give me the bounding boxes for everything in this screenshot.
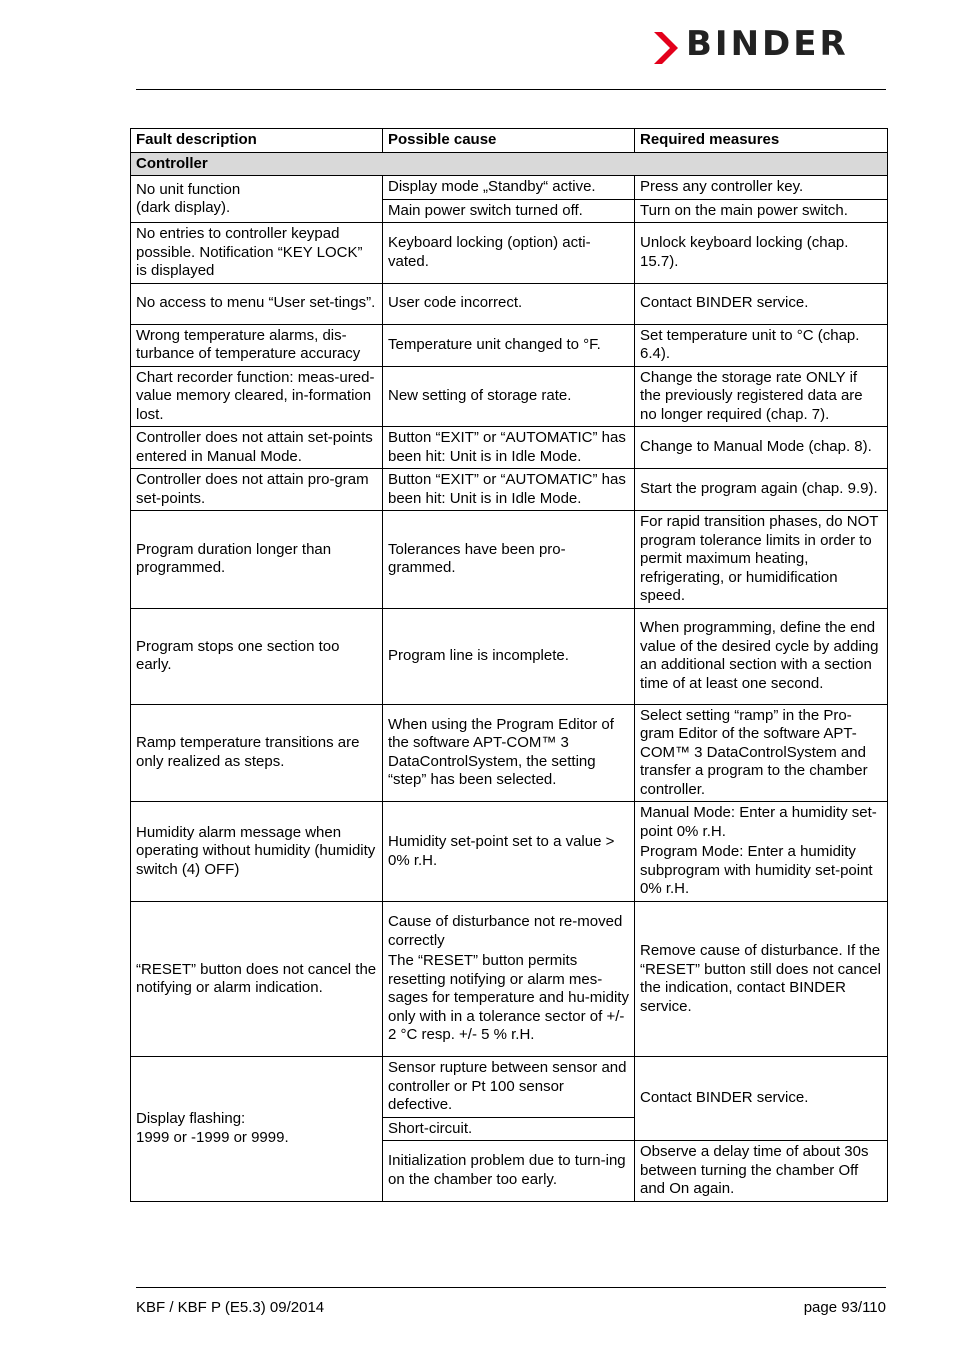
measure-paragraph: Manual Mode: Enter a humidity set-point 0% r.H.: [640, 804, 877, 840]
cause-cell: Button “EXIT” or “AUTOMATIC” has been hit: Unit is in Idle Mode.: [383, 427, 635, 469]
measure-cell: Set temperature unit to °C (chap. 6.4).: [635, 324, 888, 366]
table-row: [131, 511, 888, 609]
measure-cell: Contact BINDER service.: [635, 283, 888, 324]
table-header-row: [131, 129, 888, 153]
cause-cell: Main power switch turned off.: [383, 199, 635, 223]
measure-cell: [635, 802, 888, 902]
document-id: KBF / KBF P (E5.3) 09/2014: [136, 1299, 325, 1316]
fault-cell: “RESET” button does not cancel the notifying or alarm indication.: [131, 902, 383, 1057]
page-number: page 93/110: [803, 1299, 886, 1316]
fault-cell: Ramp temperature transitions are only realized as steps.: [131, 704, 383, 802]
cause-cell: Keyboard locking (option) acti-vated.: [383, 223, 635, 284]
measure-cell: Press any controller key.: [635, 176, 888, 200]
cause-cell: New setting of storage rate.: [383, 366, 635, 427]
table-row: [131, 608, 888, 704]
fault-cell: No entries to controller keypad possible. Notification “KEY LOCK” is displayed: [131, 223, 383, 284]
measure-cell: Observe a delay time of about 30s between turning the chamber Off and On again.: [635, 1141, 888, 1202]
table-row: [131, 1057, 888, 1118]
cause-cell: Tolerances have been pro-grammed.: [383, 511, 635, 609]
fault-cell: Controller does not attain set-points entered in Manual Mode.: [131, 427, 383, 469]
binder-logo: [654, 24, 886, 64]
measure-cell: When programming, define the end value of the desired cycle by adding an additional section with a section time of at least one second.: [635, 608, 888, 704]
table-row: [131, 902, 888, 1057]
cause-cell: When using the Program Editor of the software APT-COM™ 3 DataControlSystem, the setting “step” has been selected.: [383, 704, 635, 802]
measure-cell: Contact BINDER service.: [635, 1057, 888, 1141]
cause-cell: Humidity set-point set to a value > 0% r.H.: [383, 802, 635, 902]
table-row: [131, 469, 888, 511]
table-row: [131, 427, 888, 469]
measure-cell: Start the program again (chap. 9.9).: [635, 469, 888, 511]
fault-cell: Controller does not attain pro-gram set-points.: [131, 469, 383, 511]
table-row: [131, 223, 888, 284]
cause-cell: Short-circuit.: [383, 1117, 635, 1141]
section-title: Controller: [131, 152, 888, 176]
cause-cell: [383, 902, 635, 1057]
header-required-measures: Required measures: [635, 129, 888, 153]
header-fault-description: Fault description: [131, 129, 383, 153]
table-row: [131, 704, 888, 802]
footer-rule: [136, 1287, 886, 1288]
cause-paragraph: Cause of disturbance not re-moved correctly: [388, 913, 623, 949]
measure-cell: Change to Manual Mode (chap. 8).: [635, 427, 888, 469]
brand-name: BINDER: [686, 24, 849, 64]
section-row: [131, 152, 888, 176]
cause-cell: Program line is incomplete.: [383, 608, 635, 704]
cause-cell: Button “EXIT” or “AUTOMATIC” has been hit: Unit is in Idle Mode.: [383, 469, 635, 511]
troubleshooting-table: [130, 128, 888, 1202]
cause-cell: Display mode „Standby“ active.: [383, 176, 635, 200]
fault-cell: No unit function (dark display).: [131, 176, 383, 223]
fault-cell: Wrong temperature alarms, dis-turbance of temperature accuracy: [131, 324, 383, 366]
cause-cell: Initialization problem due to turn-ing on the chamber too early.: [383, 1141, 635, 1202]
measure-cell: Remove cause of disturbance. If the “RESET” button still does not cancel the indication, contact BINDER service.: [635, 902, 888, 1057]
measure-cell: Select setting “ramp” in the Pro-gram Editor of the software APT-COM™ 3 DataControlSystem and transfer a program to the chamber controller.: [635, 704, 888, 802]
measure-paragraph: Program Mode: Enter a humidity subprogram with humidity set-point 0% r.H.: [640, 843, 873, 898]
table-row: [131, 802, 888, 902]
fault-cell: Program stops one section too early.: [131, 608, 383, 704]
measure-cell: Change the storage rate ONLY if the previously registered data are no longer required (chap. 7).: [635, 366, 888, 427]
binder-chevron-icon: [654, 32, 680, 64]
header-rule: [136, 89, 886, 90]
fault-cell: Chart recorder function: meas-ured-value memory cleared, in-formation lost.: [131, 366, 383, 427]
cause-cell: User code incorrect.: [383, 283, 635, 324]
table-row: [131, 324, 888, 366]
fault-cell: No access to menu “User set-tings”.: [131, 283, 383, 324]
measure-cell: For rapid transition phases, do NOT program tolerance limits in order to permit maximum heating, refrigerating, or humidification speed.: [635, 511, 888, 609]
header-possible-cause: Possible cause: [383, 129, 635, 153]
cause-cell: Sensor rupture between sensor and controller or Pt 100 sensor defective.: [383, 1057, 635, 1118]
fault-cell: Display flashing: 1999 or -1999 or 9999.: [131, 1057, 383, 1202]
measure-cell: Unlock keyboard locking (chap. 15.7).: [635, 223, 888, 284]
fault-cell: Program duration longer than programmed.: [131, 511, 383, 609]
table-row: [131, 366, 888, 427]
fault-cell: Humidity alarm message when operating without humidity (humidity switch (4) OFF): [131, 802, 383, 902]
table-row: [131, 176, 888, 200]
table-row: [131, 283, 888, 324]
measure-cell: Turn on the main power switch.: [635, 199, 888, 223]
cause-cell: Temperature unit changed to °F.: [383, 324, 635, 366]
cause-paragraph: The “RESET” button permits resetting notifying or alarm mes-sages for temperature and hu-midity only with in a tolerance sector of +/- 2 °C resp. +/- 5 % r.H.: [388, 952, 629, 1044]
